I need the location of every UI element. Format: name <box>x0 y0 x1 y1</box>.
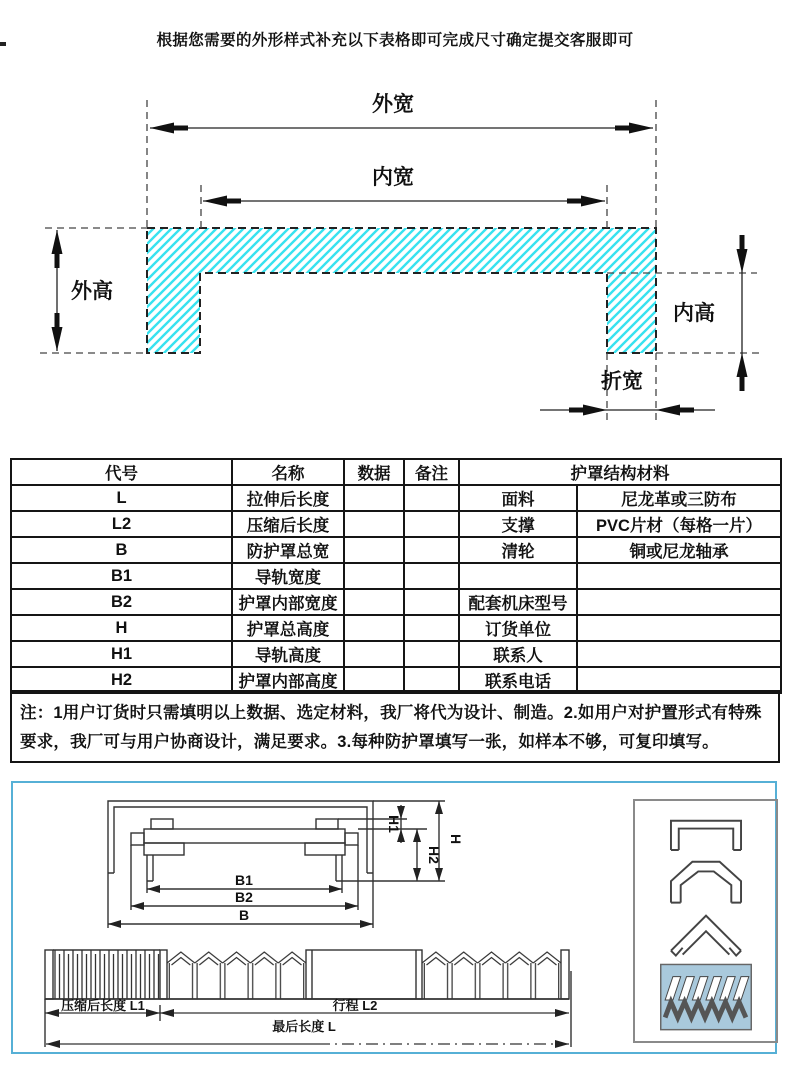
cell-material-key: 支撑 <box>459 511 577 537</box>
cell-material-value <box>577 641 781 667</box>
table-row <box>11 589 781 615</box>
cell-data <box>344 641 404 667</box>
table-row <box>11 537 781 563</box>
technical-drawing-panel <box>11 781 777 1054</box>
dim-h-label: H <box>448 833 464 845</box>
dim-h1-label: H1 <box>386 815 402 833</box>
cell-name: 防护罩总宽 <box>232 537 344 563</box>
header-remark: 备注 <box>404 459 459 485</box>
cell-remark <box>404 563 459 589</box>
cell-name: 拉伸后长度 <box>232 485 344 511</box>
cell-name: 导轨宽度 <box>232 563 344 589</box>
cell-code: H1 <box>11 641 232 667</box>
compressed-length-label: 压缩后长度 L1 <box>61 998 145 1013</box>
outer-width-label: 外宽 <box>372 93 414 116</box>
table-row <box>11 511 781 537</box>
dim-b-label: B <box>238 907 250 923</box>
cell-name: 护罩总高度 <box>232 615 344 641</box>
cell-data <box>344 589 404 615</box>
bellows-side-view-drawing <box>33 941 593 1053</box>
cover-dimension-diagram <box>0 85 790 455</box>
dim-b1-label: B1 <box>235 872 253 888</box>
cell-name: 护罩内部宽度 <box>232 589 344 615</box>
cell-code: B <box>11 537 232 563</box>
fold-width-label: 折宽 <box>601 370 643 393</box>
cell-remark <box>404 537 459 563</box>
stroke-length-label: 行程 L2 <box>332 998 378 1013</box>
header-material: 护罩结构材料 <box>459 459 781 485</box>
cell-name: 护罩内部高度 <box>232 667 344 693</box>
cell-material-value: 铜或尼龙轴承 <box>577 537 781 563</box>
order-form-table <box>10 458 782 694</box>
cell-name: 压缩后长度 <box>232 511 344 537</box>
inner-height-label: 内高 <box>673 302 715 325</box>
order-note: 注：1用户订货时只需填明以上数据、选定材料，我厂将代为设计、制造。2.如用户对护置形式有特殊要求，我厂可与用户协商设计，满足要求。3.每种防护罩填写一张，如样本不够，可复印填写。 <box>10 690 780 763</box>
table-header-row <box>11 459 781 485</box>
cell-code: L <box>11 485 232 511</box>
cell-remark <box>404 511 459 537</box>
cell-name: 导轨高度 <box>232 641 344 667</box>
header-name: 名称 <box>232 459 344 485</box>
dim-h2-label: H2 <box>426 846 442 864</box>
table-row <box>11 485 781 511</box>
cell-material-value: 尼龙革或三防布 <box>577 485 781 511</box>
cell-remark <box>404 615 459 641</box>
chamfered-profile-icon <box>660 852 752 905</box>
cell-code: L2 <box>11 511 232 537</box>
cell-material-key <box>459 563 577 589</box>
cell-material-key: 联系电话 <box>459 667 577 693</box>
cell-code: B1 <box>11 563 232 589</box>
cell-material-key: 联系人 <box>459 641 577 667</box>
cell-data <box>344 537 404 563</box>
cell-material-value <box>577 563 781 589</box>
cover-section-shape <box>147 228 656 353</box>
table-row <box>11 615 781 641</box>
header-code: 代号 <box>11 459 232 485</box>
header-data: 数据 <box>344 459 404 485</box>
cell-code: B2 <box>11 589 232 615</box>
bellows-3d-icon <box>658 963 754 1031</box>
cell-data <box>344 511 404 537</box>
cell-material-value <box>577 589 781 615</box>
dim-b2-label: B2 <box>235 889 253 905</box>
inner-width-label: 内宽 <box>372 166 414 189</box>
cell-material-key: 配套机床型号 <box>459 589 577 615</box>
table-row <box>11 641 781 667</box>
table-row <box>11 563 781 589</box>
cover-cross-section-drawing <box>73 793 473 943</box>
final-length-label: 最后长度 L <box>272 1019 336 1034</box>
profile-styles-panel <box>633 799 778 1043</box>
cell-data <box>344 563 404 589</box>
cell-material-key: 清轮 <box>459 537 577 563</box>
cell-data <box>344 615 404 641</box>
cell-remark <box>404 589 459 615</box>
cell-code: H2 <box>11 667 232 693</box>
cell-material-value: PVC片材（每格一片） <box>577 511 781 537</box>
page-title: 根据您需要的外形样式补充以下表格即可完成尺寸确定提交客服即可 <box>156 32 634 49</box>
square-profile-icon <box>660 813 752 852</box>
cell-code: H <box>11 615 232 641</box>
cell-material-value <box>577 615 781 641</box>
cell-remark <box>404 485 459 511</box>
cell-data <box>344 485 404 511</box>
cell-remark <box>404 641 459 667</box>
chevron-profile-icon <box>658 904 754 962</box>
cell-material-key: 面料 <box>459 485 577 511</box>
outer-height-label: 外高 <box>71 280 113 303</box>
cell-material-key: 订货单位 <box>459 615 577 641</box>
